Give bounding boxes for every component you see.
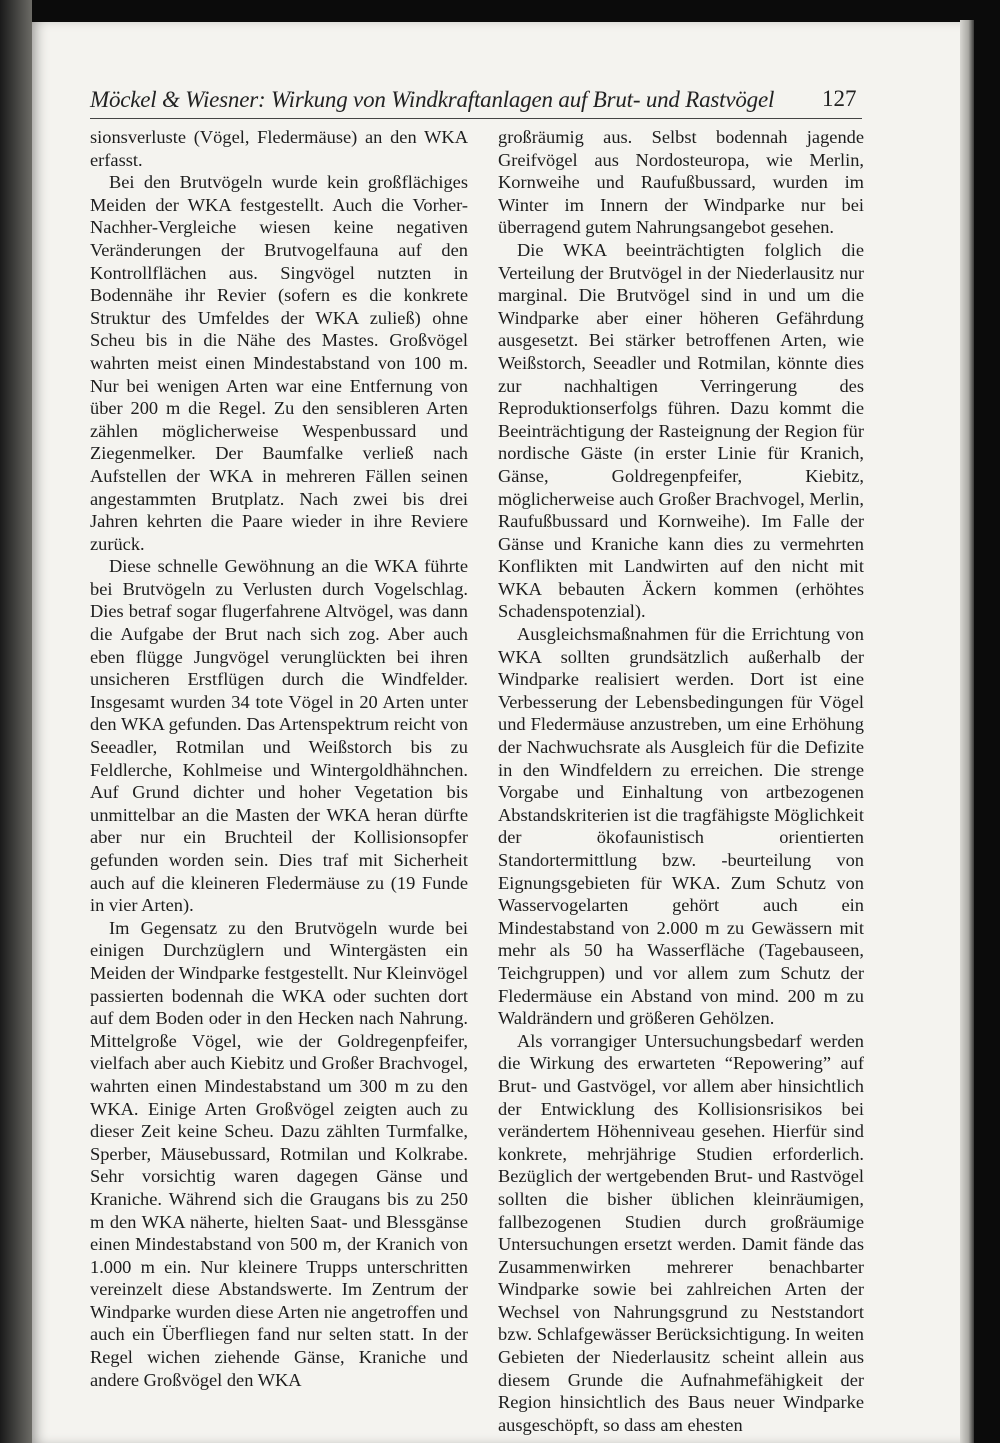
page-number: 127: [822, 86, 857, 111]
paragraph: Im Gegensatz zu den Brutvögeln wurde bei einigen Durchzüglern und Wintergästen ein Meiden der Windparke festgestellt. Nur Kleinvögel passierten bodennah die WKA oder suchten dort auf dem Boden oder in den Hecken nach Nahrung. Mittelgroße Vögel, wie der Goldregenpfeifer, vielfach aber auch Kiebitz und Großer Brachvogel, wahrten einen Mindestabstand um 300 m zu den WKA. Einige Arten Großvögel zeigten auch zu dieser Zeit keine Scheu. Dazu zählten Turmfalke, Sperber, Mäusebussard, Rotmilan und Kolkrabe. Sehr vorsichtig waren dagegen Gänse und Kraniche. Während sich die Graugans bis zu 250 m den WKA näherte, hielten Saat- und Blessgänse einen Mindestabstand von 500 m, der Kranich von 1.000 m ein. Nur kleinere Trupps unterschritten vereinzelt diese Abstandswerte. Im Zentrum der Windparke wurden diese Arten nie angetroffen und auch ein Überfliegen fand nur selten statt. In der Regel wichen ziehende Gänse, Kraniche und andere Großvögel den WKA: [90, 917, 468, 1390]
right-column: [498, 126, 864, 1436]
paragraph: Die WKA beeinträchtigten folglich die Verteilung der Brutvögel in der Niederlausitz nur marginal. Die Brutvögel sind in und um die Windparke aber einer höheren Gefährdung ausgesetzt. Bei stärker betroffenen Arten, wie Weißstorch, Seeadler und Rotmilan, könnte dies zur nachhaltigen Verringerung des Reproduktionserfolgs führen. Dazu kommt die Beeinträchtigung der Rasteignung der Region für nordische Gäste (in erster Linie für Kranich, Gänse, Goldregenpfeifer, Kiebitz, möglicherweise auch Großer Brachvogel, Merlin, Raufußbussard und Kornweihe). Im Falle der Gänse und Kraniche kann dies zu vermehrten Konflikten mit Landwirten auf den nicht mit WKA bebauten Äckern kommen (erhöhtes Schadenspotenzial).: [498, 239, 864, 622]
paragraph: Als vorrangiger Untersuchungsbedarf werden die Wirkung des erwarteten “Repowering” auf Brut- und Gastvögel, vor allem aber hinsichtlich der Entwicklung des Kollisionsrisikos bei verändertem Höhenniveau gesehen. Hierfür sind konkrete, mehrjährige Studien erforderlich. Bezüglich der wertgebenden Brut- und Rastvögel sollten die bisher üblichen kleinräumigen, fallbezogenen Studien durch großräumige Untersuchungen ersetzt werden. Damit fände das Zusammenwirken mehrerer benachbarter Windparke sowie bei zahlreichen Arten der Wechsel von Nahrungsgrund zu Neststandort bzw. Schlafgewässer Berücksichtigung. In weiten Gebieten der Niederlausitz scheint allein aus diesem Grunde die Aufnahmefähigkeit der Region hinsichtlich des Baus neuer Windparke ausgeschöpft, so dass am ehesten: [498, 1030, 864, 1435]
paragraph: großräumig aus. Selbst bodennah jagende Greifvögel aus Nordosteuropa, wie Merlin, Kornweihe und Raufußbussard, wurden im Winter im Innern der Windparke nur bei überragend gutem Nahrungsangebot gesehen.: [498, 127, 864, 238]
left-column: [90, 126, 468, 1391]
header-rule: [90, 118, 862, 119]
book-spine-shadow: [0, 0, 32, 1443]
paragraph: Diese schnelle Gewöhnung an die WKA führte bei Brutvögeln zu Verlusten durch Vogelschlag. Dies betraf sogar flugerfahrene Altvögel, was dann die Aufgabe der Brut nach sich zog. Aber auch eben flügge Jungvögel verunglückten bei ihren unsicheren Erstflügen durch die Windfelder. Insgesamt wurden 34 tote Vögel in 20 Arten unter den WKA gefunden. Das Artenspektrum reicht von Seeadler, Rotmilan und Weißstorch bis zu Feldlerche, Kohlmeise und Wintergoldhähnchen. Auf Grund dichter und hoher Vegetation bis unmittelbar an die Masten der WKA heran dürfte aber nur ein Bruchteil der Kollisionsopfer gefunden worden sein. Dies traf mit Sicherheit auch auf die kleineren Fledermäuse zu (19 Funde in vier Arten).: [90, 556, 468, 916]
paragraph: sionsverluste (Vögel, Fledermäuse) an den WKA erfasst.: [90, 127, 468, 170]
page-edge: [960, 20, 974, 1443]
paragraph: Bei den Brutvögeln wurde kein großflächiges Meiden der WKA festgestellt. Auch die Vorher-Nachher-Vergleiche wiesen keine negativen Veränderungen der Brutvogelfauna auf den Kontrollflächen aus. Singvögel nutzten in Bodennähe ihr Revier (sofern es die konkrete Struktur des Umfeldes der WKA zuließ) ohne Scheu bis in die Nähe des Mastes. Großvögel wahrten meist einen Mindestabstand von 100 m. Nur bei wenigen Arten war eine Entfernung von über 200 m die Regel. Zu den sensibleren Arten zählen möglicherweise Wespenbussard und Ziegenmelker. Der Baumfalke verließ nach Aufstellen der WKA in mehreren Fällen seinen angestammten Brutplatz. Nach zwei bis drei Jahren kehrten die Paare wieder in ihre Reviere zurück.: [90, 172, 468, 554]
running-title: Möckel & Wiesner: Wirkung von Windkraftanlagen auf Brut- und Rastvögel: [90, 87, 775, 112]
paragraph: Ausgleichsmaßnahmen für die Errichtung von WKA sollten grundsätzlich außerhalb der Windparke realisiert werden. Dort ist eine Verbesserung der Lebensbedingungen für Vögel und Fledermäuse anzustreben, um eine Erhöhung der Nachwuchsrate als Ausgleich für die Defizite in den Windfeldern zu erreichen. Die strenge Vorgabe und Einhaltung von artbezogenen Abstandskriterien ist die tragfähigste Möglichkeit der ökofaunistisch orientierten Standortermittlung bzw. -beurteilung von Eignungsgebieten für WKA. Zum Schutz von Wasservogelarten gehört auch ein Mindestabstand von 2.000 m zu Gewässern mit mehr als 50 ha Wasserfläche (Tagebauseen, Teichgruppen) und vor allem zum Schutz der Fledermäuse ein Abstand von mind. 200 m zu Waldrändern und größeren Gehölzen.: [498, 624, 864, 1029]
